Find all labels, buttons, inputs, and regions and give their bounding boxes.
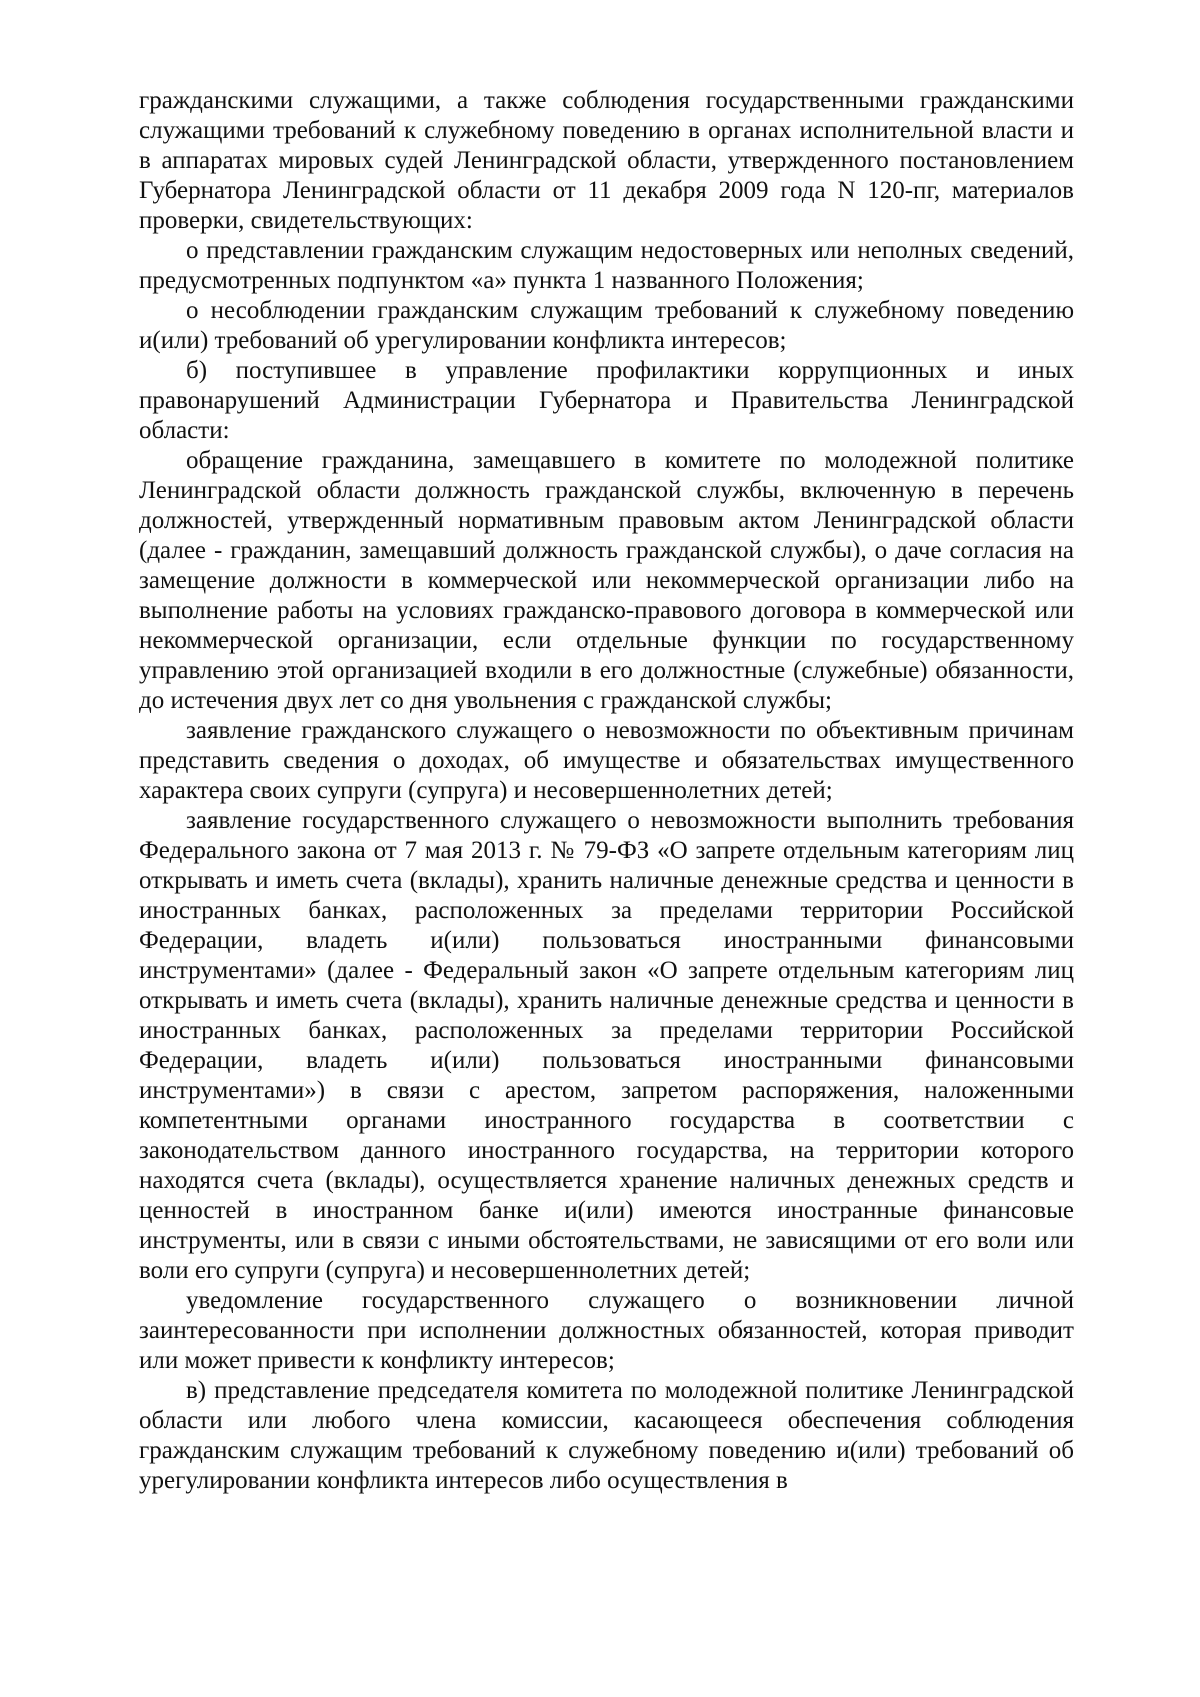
paragraph-non-compliance: о несоблюдении гражданским служащим требований к служебному поведению и(или) требований об урегулировании конфликта интересов; bbox=[139, 297, 1074, 354]
document-page bbox=[139, 86, 1074, 1496]
paragraph-continuation: гражданскими служащими, а также соблюдения государственными гражданскими служащими требований к служебному поведению в органах исполнительной власти и в аппаратах мировых судей Ленинградской области, утвержденного постановлением Губернатора Ленинградской области от 11 декабря 2009 года N 120-пг, материалов проверки, свидетельствующих: bbox=[139, 87, 1074, 234]
paragraph-foreign-accounts: заявление государственного служащего о невозможности выполнить требования Федерального закона от 7 мая 2013 г. № 79-ФЗ «О запрете отдельным категориям лиц открывать и иметь счета (вклады), хранить наличные денежные средства и ценности в иностранных банках, расположенных за пределами территории Российской Федерации, владеть и(или) пользоваться иностранными финансовыми инструментами» (далее - Федеральный закон «О запрете отдельным категориям лиц открывать и иметь счета (вклады), хранить наличные денежные средства и ценности в иностранных банках, расположенных за пределами территории Российской Федерации, владеть и(или) пользоваться иностранными финансовыми инструментами») в связи с арестом, запретом распоряжения, наложенными компетентными органами иностранного государства в соответствии с законодательством данного иностранного государства, на территории которого находятся счета (вклады), осуществляется хранение наличных денежных средств и ценностей в иностранном банке и(или) имеются иностранные финансовые инструменты, или в связи с иными обстоятельствами, не зависящими от его воли или воли его супруги (супруга) и несовершеннолетних детей; bbox=[139, 807, 1074, 1284]
paragraph-false-information: о представлении гражданским служащим недостоверных или неполных сведений, предусмотренных подпунктом «а» пункта 1 названного Положения; bbox=[139, 237, 1074, 294]
paragraph-item-b: б) поступившее в управление профилактики коррупционных и иных правонарушений Администрации Губернатора и Правительства Ленинградской области: bbox=[139, 357, 1074, 444]
paragraph-citizen-appeal: обращение гражданина, замещавшего в комитете по молодежной политике Ленинградской области должность гражданской службы, включенную в перечень должностей, утвержденный нормативным правовым актом Ленинградской области (далее - гражданин, замещавший должность гражданской службы), о даче согласия на замещение должности в коммерческой или некоммерческой организации либо на выполнение работы на условиях гражданско-правового договора в коммерческой или некоммерческой организации, если отдельные функции по государственному управлению этой организацией входили в его должностные (служебные) обязанности, до истечения двух лет со дня увольнения с гражданской службы; bbox=[139, 447, 1074, 714]
paragraph-income-statement: заявление гражданского служащего о невозможности по объективным причинам представить сведения о доходах, об имуществе и обязательствах имущественного характера своих супруги (супруга) и несовершеннолетних детей; bbox=[139, 717, 1074, 804]
paragraph-item-v: в) представление председателя комитета по молодежной политике Ленинградской области или любого члена комиссии, касающееся обеспечения соблюдения гражданским служащим требований к служебному поведению и(или) требований об урегулировании конфликта интересов либо осуществления в bbox=[139, 1377, 1074, 1494]
paragraph-conflict-notice: уведомление государственного служащего о возникновении личной заинтересованности при исполнении должностных обязанностей, которая приводит или может привести к конфликту интересов; bbox=[139, 1287, 1074, 1374]
